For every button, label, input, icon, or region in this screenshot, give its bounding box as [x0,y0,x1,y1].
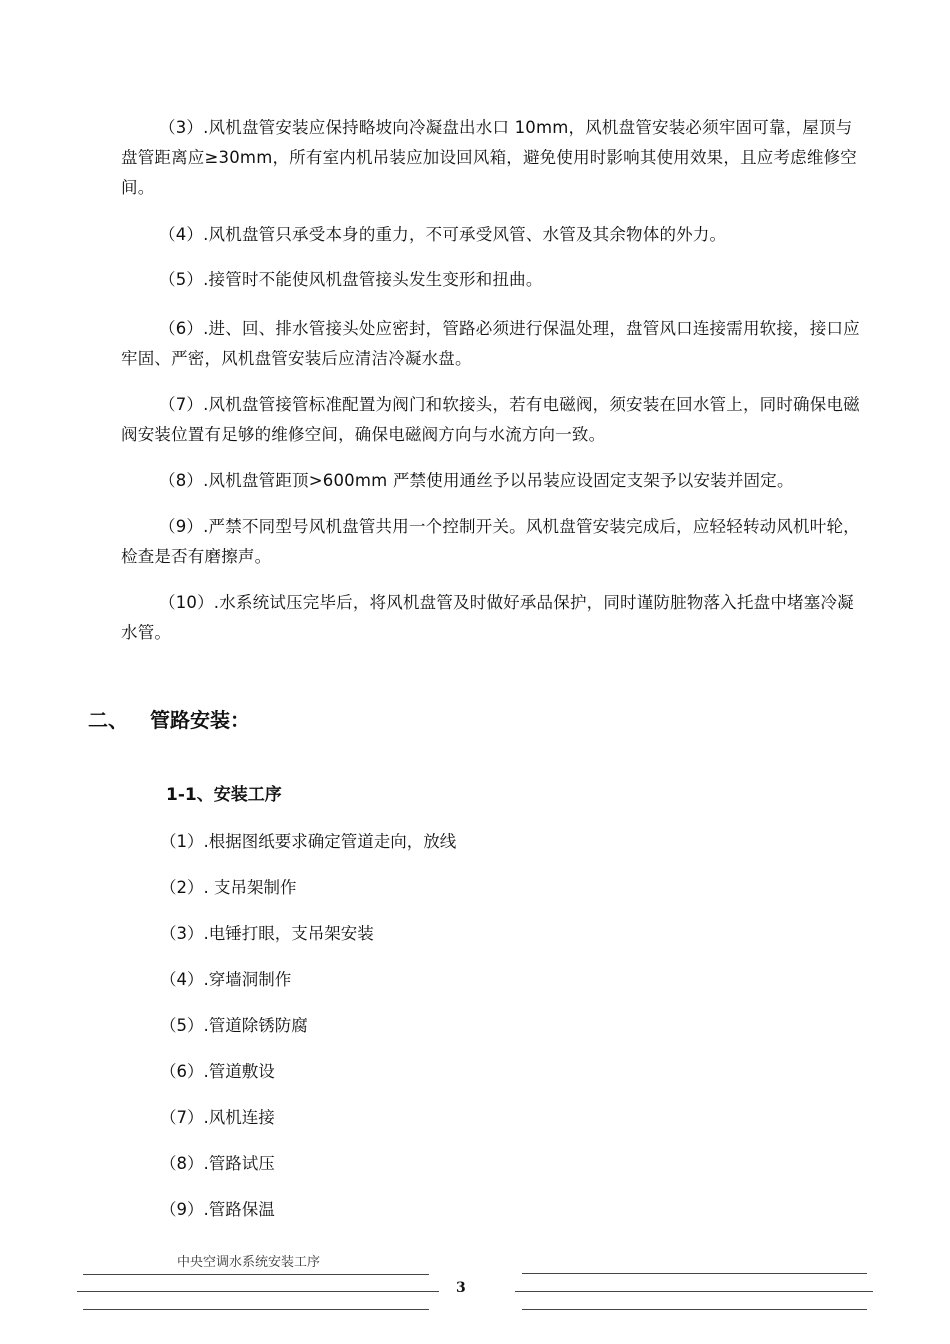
section-title-text: 管路安装： [150,708,250,732]
section-number: 二、 [88,708,128,732]
footer-rule-right-bottom [522,1309,867,1310]
step-item-7: （7）.风机连接 [160,1108,275,1127]
body-paragraph-3: （3）.风机盘管安装应保持略坡向冷凝盘出水口 10mm，风机盘管安装必须牢固可靠，屋顶与盘管距离应≥30mm，所有室内机吊装应加设回风箱，避免使用时影响其使用效果，且应考虑维修空间。 [121,118,857,197]
footer-rule-left-bottom [83,1309,429,1310]
body-paragraph-4: （4）.风机盘管只承受本身的重力，不可承受风管、水管及其余物体的外力。 [159,225,727,244]
body-paragraph-7: （7）.风机盘管接管标准配置为阀门和软接头，若有电磁阀，须安装在回水管上，同时确保电磁阀安装位置有足够的维修空间，确保电磁阀方向与水流方向一致。 [121,395,860,444]
footer-rule-left-top [83,1274,429,1275]
body-paragraph-6: （6）.进、回、排水管接头处应密封，管路必须进行保温处理，盘管风口连接需用软接，接口应牢固、严密，风机盘管安装后应清洁冷凝水盘。 [121,319,860,368]
step-item-4: （4）.穿墙洞制作 [160,970,292,989]
footer-title: 中央空调水系统安装工序 [177,1255,321,1270]
step-item-3: （3）.电锤打眼，支吊架安装 [160,924,374,943]
body-paragraph-10: （10）.水系统试压完毕后，将风机盘管及时做好承品保护，同时谨防脏物落入托盘中堵塞冷凝水管。 [121,593,854,642]
step-item-1: （1）.根据图纸要求确定管道走向，放线 [160,832,457,851]
footer-rule-right-mid [515,1291,873,1292]
footer-rule-right-top [522,1273,867,1274]
footer-rule-left-mid [77,1291,439,1292]
step-item-8: （8）.管路试压 [160,1154,275,1173]
step-item-6: （6）.管道敷设 [160,1062,275,1081]
step-item-2: （2）. 支吊架制作 [160,878,297,897]
body-paragraph-5: （5）.接管时不能使风机盘管接头发生变形和扭曲。 [159,270,543,289]
step-item-9: （9）.管路保温 [160,1200,275,1219]
page-number: 3 [456,1280,466,1296]
body-paragraph-8: （8）.风机盘管距顶>600mm 严禁使用通丝予以吊装应设固定支架予以安装并固定。 [159,471,794,490]
step-item-5: （5）.管道除锈防腐 [160,1016,308,1035]
subsection-heading: 1-1、安装工序 [166,785,282,805]
body-paragraph-9: （9）.严禁不同型号风机盘管共用一个控制开关。风机盘管安装完成后，应轻轻转动风机叶轮，检查是否有磨擦声。 [121,517,860,566]
section-heading [88,706,250,734]
